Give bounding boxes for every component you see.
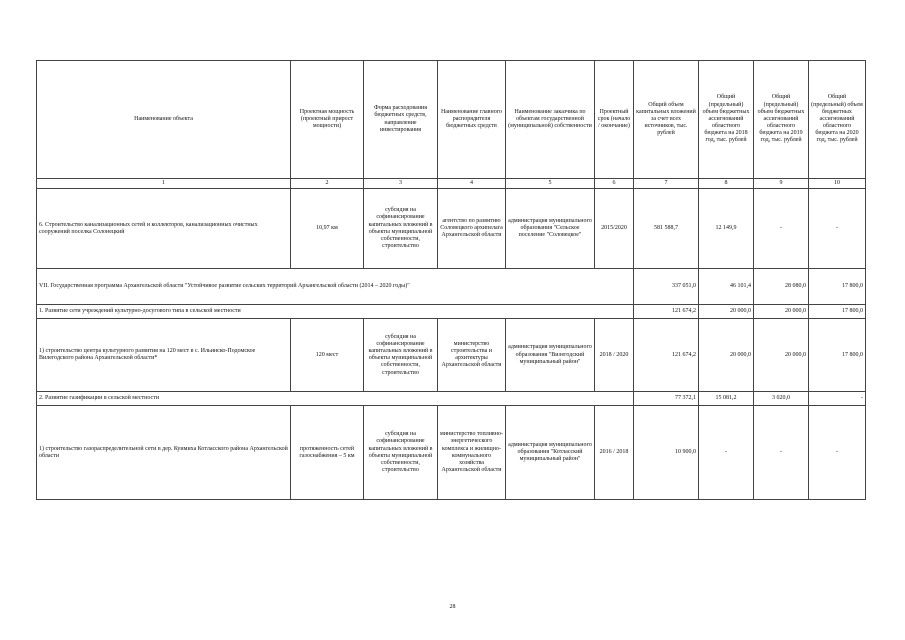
total-volume: 121 674,2	[634, 319, 699, 392]
program-name: VII. Государственная программа Архангельской области "Устойчивое развитие сельских территорий Архангельской области (2014 – 2020 годы)"	[37, 269, 634, 305]
budget-2020: -	[809, 406, 866, 500]
table-row	[37, 189, 866, 269]
spending-form: субсидия на софинансирование капитальных вложений в объекты муниципальной собственности, строительство	[364, 319, 438, 392]
budget-2019: 28 080,0	[754, 269, 809, 305]
section-name: 2. Развитие газификации в сельской местности	[37, 392, 634, 406]
column-number: 1	[37, 179, 291, 189]
object-name: 1) строительство центра культурного развития на 120 мест в с. Ильинско-Подомское Вилегодского района Архангельской области*	[37, 319, 291, 392]
column-number: 6	[595, 179, 634, 189]
column-number-row	[37, 179, 866, 189]
budget-2020: 17 800,0	[809, 319, 866, 392]
column-number: 9	[754, 179, 809, 189]
term: 2018 / 2020	[595, 319, 634, 392]
capacity: протяженность сетей газоснабжения – 5 км	[291, 406, 364, 500]
header-budget-2018: Общий (предельный) объем бюджетных ассигнований областного бюджета на 2018 год, тыс. рублей	[699, 61, 754, 179]
total-volume: 581 588,7	[634, 189, 699, 269]
budget-2020: 17 800,0	[809, 305, 866, 319]
header-customer: Наименование заказчика по объектам государственной (муниципальной) собственности	[506, 61, 595, 179]
column-number: 7	[634, 179, 699, 189]
page-number: 28	[449, 604, 456, 610]
budget-2018: 20 000,0	[699, 319, 754, 392]
budget-2018: 15 081,2	[699, 392, 754, 406]
customer: администрация муниципального образования "Вилегодский муниципальный район"	[506, 319, 595, 392]
budget-2018: 12 149,9	[699, 189, 754, 269]
budget-2019: -	[754, 406, 809, 500]
total-volume: 10 900,0	[634, 406, 699, 500]
spending-form: субсидия на софинансирование капитальных вложений в объекты муниципальной собственности, строительство	[364, 189, 438, 269]
column-number: 3	[364, 179, 438, 189]
header-budget-2019: Общий (предельный) объем бюджетных ассигнований областного бюджета на 2019 год, тыс. рублей	[754, 61, 809, 179]
budget-2018: 46 101,4	[699, 269, 754, 305]
total-volume: 77 372,1	[634, 392, 699, 406]
table-row	[37, 319, 866, 392]
customer: администрация муниципального образования "Котласский муниципальный район"	[506, 406, 595, 500]
column-number: 8	[699, 179, 754, 189]
budget-2019: -	[754, 189, 809, 269]
budget-2019: 3 020,0	[754, 392, 809, 406]
total-volume: 121 674,2	[634, 305, 699, 319]
spending-form: субсидия на софинансирование капитальных вложений в объекты муниципальной собственности, строительство	[364, 406, 438, 500]
section-name: 1. Развитие сети учреждений культурно-досугового типа в сельской местности	[37, 305, 634, 319]
object-name: 6. Строительство канализационных сетей и коллекторов, канализационных очистных сооружений поселка Солонецкий	[37, 189, 291, 269]
header-object-name: Наименование объекта	[37, 61, 291, 179]
header-budget-manager: Наименование главного распорядителя бюджетных средств	[438, 61, 506, 179]
budget-2019: 20 000,0	[754, 319, 809, 392]
capacity: 10,97 км	[291, 189, 364, 269]
header-term: Проектный срок (начало / окончание)	[595, 61, 634, 179]
budget-2020: 17 800,0	[809, 269, 866, 305]
section-row	[37, 392, 866, 406]
budget-2018: 20 000,0	[699, 305, 754, 319]
budget-manager: министерство топливно-энергетического комплекса и жилищно-коммунального хозяйства Архангельской области	[438, 406, 506, 500]
term: 2015/2020	[595, 189, 634, 269]
section-row	[37, 305, 866, 319]
budget-2020: -	[809, 189, 866, 269]
program-row	[37, 269, 866, 305]
header-spending-form: Форма расходования бюджетных средств, направление инвестирования	[364, 61, 438, 179]
object-name: 1) строительство газораспределительной сети в дер. Куимиха Котласского района Архангельской области	[37, 406, 291, 500]
column-number: 10	[809, 179, 866, 189]
table-header-row	[37, 61, 866, 179]
column-number: 2	[291, 179, 364, 189]
budget-2020: -	[809, 392, 866, 406]
column-number: 5	[506, 179, 595, 189]
budget-manager: министерство строительства и архитектуры Архангельской области	[438, 319, 506, 392]
capital-investments-table	[36, 60, 866, 500]
budget-2018: -	[699, 406, 754, 500]
header-budget-2020: Общий (предельный) объем бюджетных ассигнований областного бюджета на 2020 год, тыс. рублей	[809, 61, 866, 179]
budget-manager: агентство по развитию Соловецкого архипелага Архангельской области	[438, 189, 506, 269]
table-row	[37, 406, 866, 500]
column-number: 4	[438, 179, 506, 189]
capacity: 120 мест	[291, 319, 364, 392]
budget-2019: 20 000,0	[754, 305, 809, 319]
header-total-volume: Общий объем капитальных вложений за счет всех источников, тыс. рублей	[634, 61, 699, 179]
term: 2016 / 2018	[595, 406, 634, 500]
header-capacity: Проектная мощность (проектный прирост мощности)	[291, 61, 364, 179]
total-volume: 337 051,0	[634, 269, 699, 305]
customer: администрация муниципального образования "Сельское поселение "Соловецкое"	[506, 189, 595, 269]
